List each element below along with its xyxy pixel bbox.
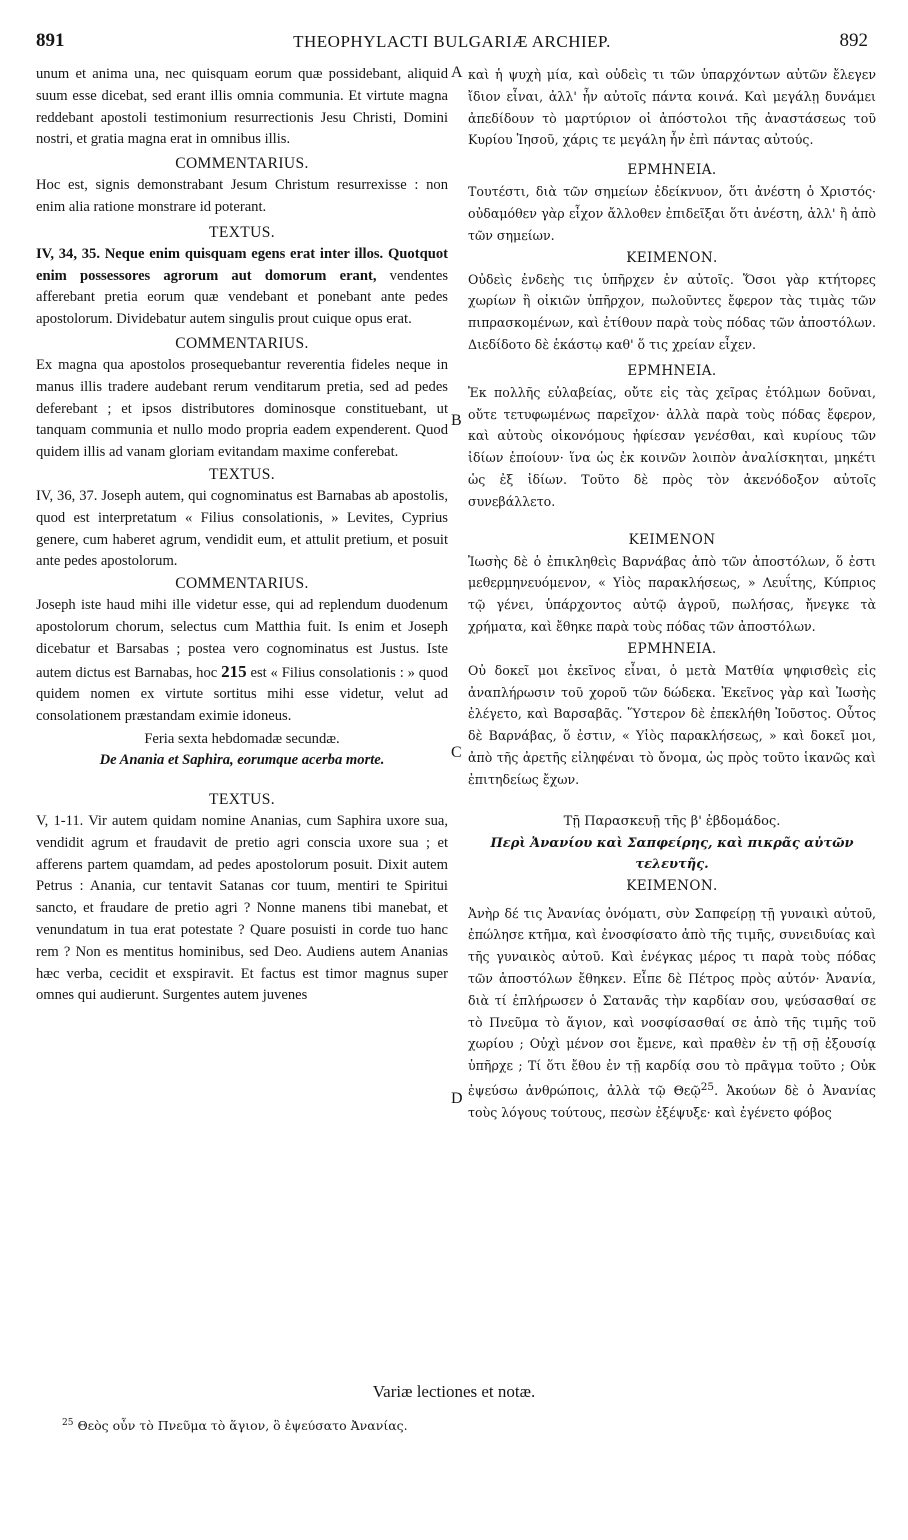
verse-reference: IV, 36, 37. (36, 487, 98, 504)
text-heading: TEXTUS. (208, 223, 276, 241)
commentary-heading: COMMENTARIUS. (175, 334, 309, 352)
margin-marker-b: B (451, 412, 462, 429)
greek-verse: Ἰωσὴς δὲ ὁ ἐπικληθεὶς Βαρνάβας ἀπὸ τῶν ἀποστόλων, ὅ ἐστι μεθερμηνευόμενον, « Υἱὸς παρακλήσεως, » Λευΐτης, Κύπριος τῷ γένει, ὑπάρχοντος αὐτῷ ἀγροῦ, πωλήσας, ἤνεγκε τὰ χρήματα, καὶ ἔθηκε παρὰ τοὺς πόδας τῶν ἀποστόλων. (468, 553, 876, 634)
latin-paragraph: unum et anima una, nec quisquam eorum quæ possidebant, aliquid suum esse dicebat, sed erant illis omnia communia. Et virtute magna reddebant apostoli testimonium resurrectionis Jesu Christi, Domini nostri, et gratia magna erat in omnibus illis. (36, 66, 448, 148)
variant-readings-heading: Variæ lectiones et notæ. (372, 1382, 536, 1401)
commentary-text: est « Filius consolationis : » quod quidem nomen ex virtute sortitus mihi esse videtur, velut ad consolationem præstandam eximie idoneus. (36, 664, 448, 725)
section-title-greek: Περὶ Ἀνανίου καὶ Σαπφείρης, καὶ πικρᾶς αὐτῶν τελευτῆς. (490, 835, 854, 872)
latin-verse (36, 486, 448, 573)
greek-verse: Οὐδεὶς ἐνδεὴς τις ὑπῆρχεν ἐν αὐτοῖς. Ὅσοι γὰρ κτήτορες χωρίων ἢ οἰκιῶν ὑπῆρχον, πωλοῦντες ἔφερον τὰς τιμὰς τῶν πιπρασκομένων, καὶ ἐτίθουν παρὰ τοὺς πόδας τῶν ἀποστόλων. Διεδίδοτο δὲ ἑκάστῳ καθ' ὅ τις χρείαν εἶχεν. (468, 271, 876, 352)
note-reference: 25 (700, 1080, 715, 1093)
edition-page-number: 215 (221, 661, 247, 681)
latin-paragraph (36, 595, 448, 728)
footnote (62, 1418, 408, 1433)
verse-reference: IV, 34, 35. (36, 245, 100, 262)
greek-column (468, 64, 876, 1124)
greek-paragraph: Τουτέστι, διὰ τῶν σημείων ἐδείκνυον, ὅτι ἀνέστη ὁ Χριστός· οὐδαμόθεν γὰρ εἶχον ἄλλοθεν ἐπιδεῖξαι ὅτι ἀνέστη, ἀλλ' ἢ ἀπὸ τῶν σημείων. (468, 184, 876, 243)
keimenon-heading: ΚΕΙΜΕΝΟΝ. (626, 877, 718, 894)
verse-text: Joseph autem, qui cognominatus est Barnabas ab apostolis, quod est interpretatum « Filius consolationis, » Levites, Cyprius genere, cum haberet agrum, vendidit eum, et attulit pretium, et posuit ante pedes apostolorum. (36, 487, 449, 570)
margin-marker-c: C (451, 744, 462, 761)
footnote-text: Θεὸς οὖν τὸ Πνεῦμα τὸ ἅγιον, ὃ ἐψεύσατο Ἀνανίας. (77, 1418, 408, 1434)
text-heading: TEXTUS. (208, 790, 276, 808)
keimenon-heading: ΚΕΙΜΕΝΟΝ (628, 531, 716, 548)
hermeneia-heading: ΕΡΜΗΝΕΙΑ. (627, 362, 717, 379)
paraskeue-line: Τῇ Παρασκευῇ τῆς β' ἑβδομάδος. (563, 813, 781, 829)
commentary-heading: COMMENTARIUS. (175, 575, 309, 593)
feria-line: Feria sexta hebdomadæ secundæ. (144, 730, 340, 747)
latin-paragraph: Ex magna qua apostolos prosequebantur reverentia fideles neque in manus illis tradere audebant rerum venditarum pretia, sed ad pedes deferebant ; et ipsos distributores dominosque constituebant, ut tanquam communia et nullo modo propria eadem expenderent. Quod quidem illis ad vanam gloriam evitandam maxime conferebat. (36, 356, 448, 461)
hermeneia-heading: ΕΡΜΗΝΕΙΑ. (627, 162, 717, 179)
running-title: THEOPHYLACTI BULGARIÆ ARCHIEP. (293, 32, 611, 51)
text-heading: TEXTUS. (208, 465, 276, 483)
page-number-right: 892 (839, 30, 868, 51)
latin-verse (36, 811, 448, 1007)
hermeneia-heading: ΕΡΜΗΝΕΙΑ. (627, 640, 717, 657)
verse-text: vendentes afferebant pretia eorum quæ vendebant et ponebant ante pedes apostolorum. Dividebatur autem singulis prout cuique opus erat. (36, 267, 448, 328)
greek-paragraph: Ἐκ πολλῆς εὐλαβείας, οὔτε εἰς τὰς χεῖρας ἐτόλμων δοῦναι, οὔτε τετυφωμένως παρεῖχον· ἀλλὰ παρὰ τοὺς πόδας ἔφερον, καὶ αὐτοὺς οἰκονόμους ἠφίεσαν γενέσθαι, καὶ κυρίους τῶν ἰδίων ἐποίουν· ἵνα ὡς ἐκ κοινῶν λοιπὸν ἀναλίσκηται, μηκέτι ὡς ἐξ ἰδίων. Τοῦτο δὲ πρὸς τὸν ἀκενόδοξον αὐτοῖς συνεβάλλετο. (468, 384, 876, 509)
latin-verse (36, 244, 448, 331)
page-header (36, 30, 868, 56)
verse-text: Vir autem quidam nomine Ananias, cum Saphira uxore sua, vendidit agrum et fraudavit de pretio agri conscia uxore sua ; et afferens partem quamdam, ad pedes apostolorum posuit. Dixit autem Petrus : Anania, cur tentavit Satanas cor tuum, mentiri te Spiritui sancto, et fraudare de pretio agri ? Nonne manens tibi manebat, et venundatum in tua erat potestate ? Quare posuisti in corde tuo hanc rem ? Non es mentitus hominibus, sed Deo. Audiens autem Ananias hæc verba, cecidit et exspiravit. Et factus est timor magnus super omnes qui audierunt. Surgentes autem juvenes (36, 812, 449, 1004)
greek-paragraph: Οὐ δοκεῖ μοι ἐκεῖνος εἶναι, ὁ μετὰ Ματθία ψηφισθεὶς εἰς ἀναπλήρωσιν τοῦ χοροῦ τῶν δώδεκα. Ἐκεῖνος γὰρ καὶ Ἰωσὴς ἐλέγετο, καὶ Βαρσαβᾶς. Ὕστερον δὲ ἐπεκλήθη Ἰοῦστος. Οὗτος δὲ Βαρνάβας, ὅ ἐστιν, « Υἱὸς παρακλήσεως, » καὶ δοκεῖ μοι, ἀπὸ τῆς ἀρετῆς εἰληφέναι τὸ ὄνομα, ὡς πρὸς τοῦτο ἱκανῶς καὶ ἐπιτηδείως ἔχων. (468, 662, 876, 787)
verse-text: . Ἀκούων δὲ ὁ Ἀνανίας τοὺς λόγους τούτους, πεσὼν ἐξέψυξε· καὶ ἐγένετο φόβος (468, 1083, 876, 1120)
greek-paragraph: καὶ ἡ ψυχὴ μία, καὶ οὐδεὶς τι τῶν ὑπαρχόντων αὐτῶν ἔλεγεν ἴδιον εἶναι, ἀλλ' ἦν αὐτοῖς πάντα κοινά. Καὶ μεγάλῃ δυνάμει ἀπεδίδουν τὸ μαρτύριον οἱ ἀπόστολοι τῆς ἀναστάσεως τοῦ Κυρίου Ἰησοῦ, χάρις τε μεγάλη ἦν ἐπὶ πάντας αὐτούς. (468, 67, 876, 148)
latin-column (36, 64, 448, 1007)
verse-text: Ἀνὴρ δέ τις Ἀνανίας ὀνόματι, σὺν Σαπφείρῃ τῇ γυναικὶ αὐτοῦ, ἐπώλησε κτῆμα, καὶ ἐνοσφίσατο ἀπὸ τῆς τιμῆς, συνειδυίας καὶ τῆς γυναικὸς αὐτοῦ. Καὶ ἐνέγκας μέρος τι παρὰ τοὺς πόδας τῶν ἀποστόλων ἔθηκεν. Εἶπε δὲ Πέτρος πρὸς αὐτόν· Ἀνανία, διὰ τί ἐπλήρωσεν ὁ Σατανᾶς τὴν καρδίαν σου, ψεύσασθαί σε τὸ Πνεῦμα τὸ ἅγιον, καὶ νοσφίσασθαί σε ἀπὸ τῆς τιμῆς τοῦ χωρίου ; Οὐχὶ μένον σοι ἔμενε, καὶ πραθὲν ἐν τῇ σῇ ἐξουσίᾳ ὑπῆρχε ; Τί ὅτι ἔθου ἐν τῇ καρδίᾳ σου τὸ πρᾶγμα τοῦτο ; Οὐκ ἐψεύσω ἀνθρώποις, ἀλλὰ τῷ Θεῷ (468, 905, 876, 1099)
section-title: De Anania et Saphira, eorumque acerba morte. (99, 751, 385, 768)
margin-marker-d: D (451, 1090, 463, 1107)
keimenon-heading: ΚΕΙΜΕΝΟΝ. (626, 249, 718, 266)
latin-paragraph: Hoc est, signis demonstrabant Jesum Christum resurrexisse : non enim alia ratione monstrare id poterant. (36, 177, 448, 215)
greek-verse (468, 903, 876, 1124)
verse-text-bold: Neque enim quisquam egens erat inter illos. Quotquot enim possessores agrorum aut domorum erant, (36, 245, 448, 284)
page-number-left: 891 (36, 30, 65, 51)
verse-reference: V, 1-11. (36, 812, 84, 829)
footnote-number: 25 (62, 1418, 74, 1428)
margin-marker-a: A (451, 64, 463, 81)
commentary-heading: COMMENTARIUS. (175, 155, 309, 173)
commentary-text: Joseph iste haud mihi ille videtur esse, qui ad replendum duodenum apostolorum chorum, selectus cum Matthia fuit. Is enim et Joseph dicebatur et Barsabas ; postea vero cognominatus est Justus. Iste autem dictus est Barnabas, hoc (36, 597, 448, 681)
